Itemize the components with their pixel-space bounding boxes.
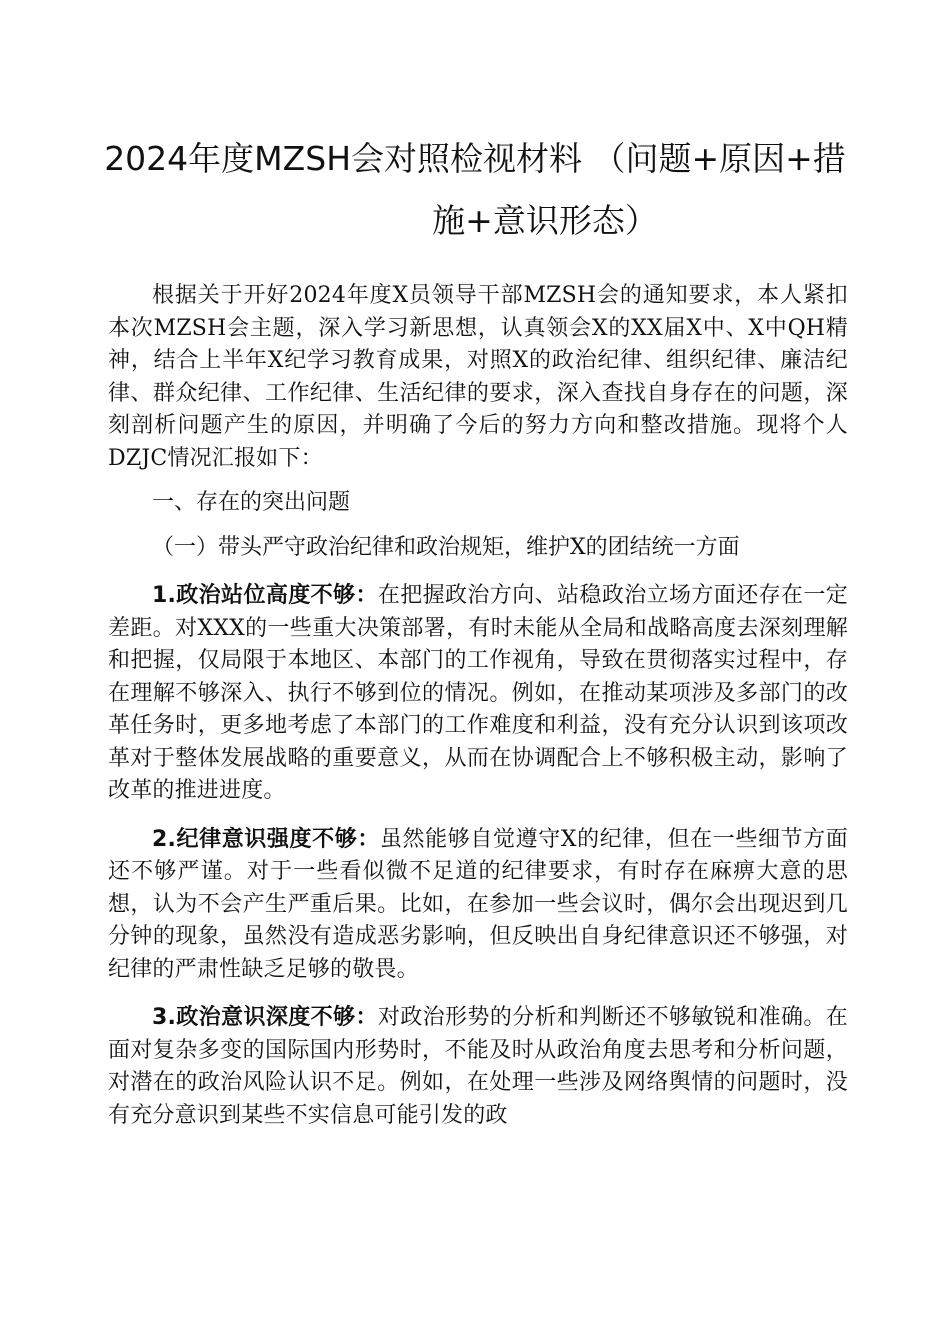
- issue-lead-1: 1.政治站位高度不够：: [152, 583, 378, 608]
- title-line-1: 2024年度MZSH会对照检视材料 （问题+原因+措: [104, 139, 846, 178]
- issue-lead-2: 2.纪律意识强度不够：: [152, 826, 380, 852]
- issue-paragraph-1: [108, 580, 848, 808]
- section-heading: 一、存在的突出问题: [152, 490, 351, 515]
- issue-text-3: 对政治形势的分析和判断还不够敏锐和准确。在面对复杂多变的国际国内形势时，不能及时从政治角度去思考和分析问题，对潜在的政治风险认识不足。例如，在处理一些涉及网络舆情的问题时，没有充分意识到某些不实信息可能引发的政: [108, 1005, 848, 1128]
- issue-lead-3: 3.政治意识深度不够：: [152, 1005, 378, 1030]
- document-title: [95, 128, 855, 252]
- title-line-2: 施+意识形态）: [432, 201, 658, 240]
- issue-paragraph-2: [108, 824, 848, 987]
- subsection-heading: （一）带头严守政治纪律和政治规矩，维护X的团结统一方面: [152, 534, 740, 560]
- issue-text-1: 在把握政治方向、站稳政治立场方面还存在一定差距。对XXX的一些重大决策部署，有时未能从全局和战略高度去深刻理解和把握，仅局限于本地区、本部门的工作视角，导致在贯彻落实过程中，存在理解不够深入、执行不够到位的情况。例如，在推动某项涉及多部门的改革任务时，更多地考虑了本部门的工作难度和利益，没有充分认识到该项改革对于整体发展战略的重要意义，从而在协调配合上不够积极主动，影响了改革的推进进度。: [108, 583, 848, 803]
- document-body: [108, 280, 848, 1132]
- issue-paragraph-3: [108, 1002, 848, 1132]
- issue-text-2: 虽然能够自觉遵守X的纪律，但在一些细节方面还不够严谨。对于一些看似微不足道的纪律要求，有时存在麻痹大意的思想，认为不会产生严重后果。比如，在参加一些会议时，偶尔会出现迟到几分钟的现象，虽然没有造成恶劣影响，但反映出自身纪律意识还不够强，对纪律的严肃性缺乏足够的敬畏。: [108, 826, 848, 982]
- intro-paragraph: 根据关于开好2024年度X员领导干部MZSH会的通知要求，本人紧扣本次MZSH会主题，深入学习新思想，认真领会X的XX届X中、X中QH精神，结合上半年X纪学习教育成果，对照X的政治纪律、组织纪律、廉洁纪律、群众纪律、工作纪律、生活纪律的要求，深入查找自身存在的问题，深刻剖析问题产生的原因，并明确了今后的努力方向和整改措施。现将个人DZJC情况汇报如下：: [108, 283, 848, 471]
